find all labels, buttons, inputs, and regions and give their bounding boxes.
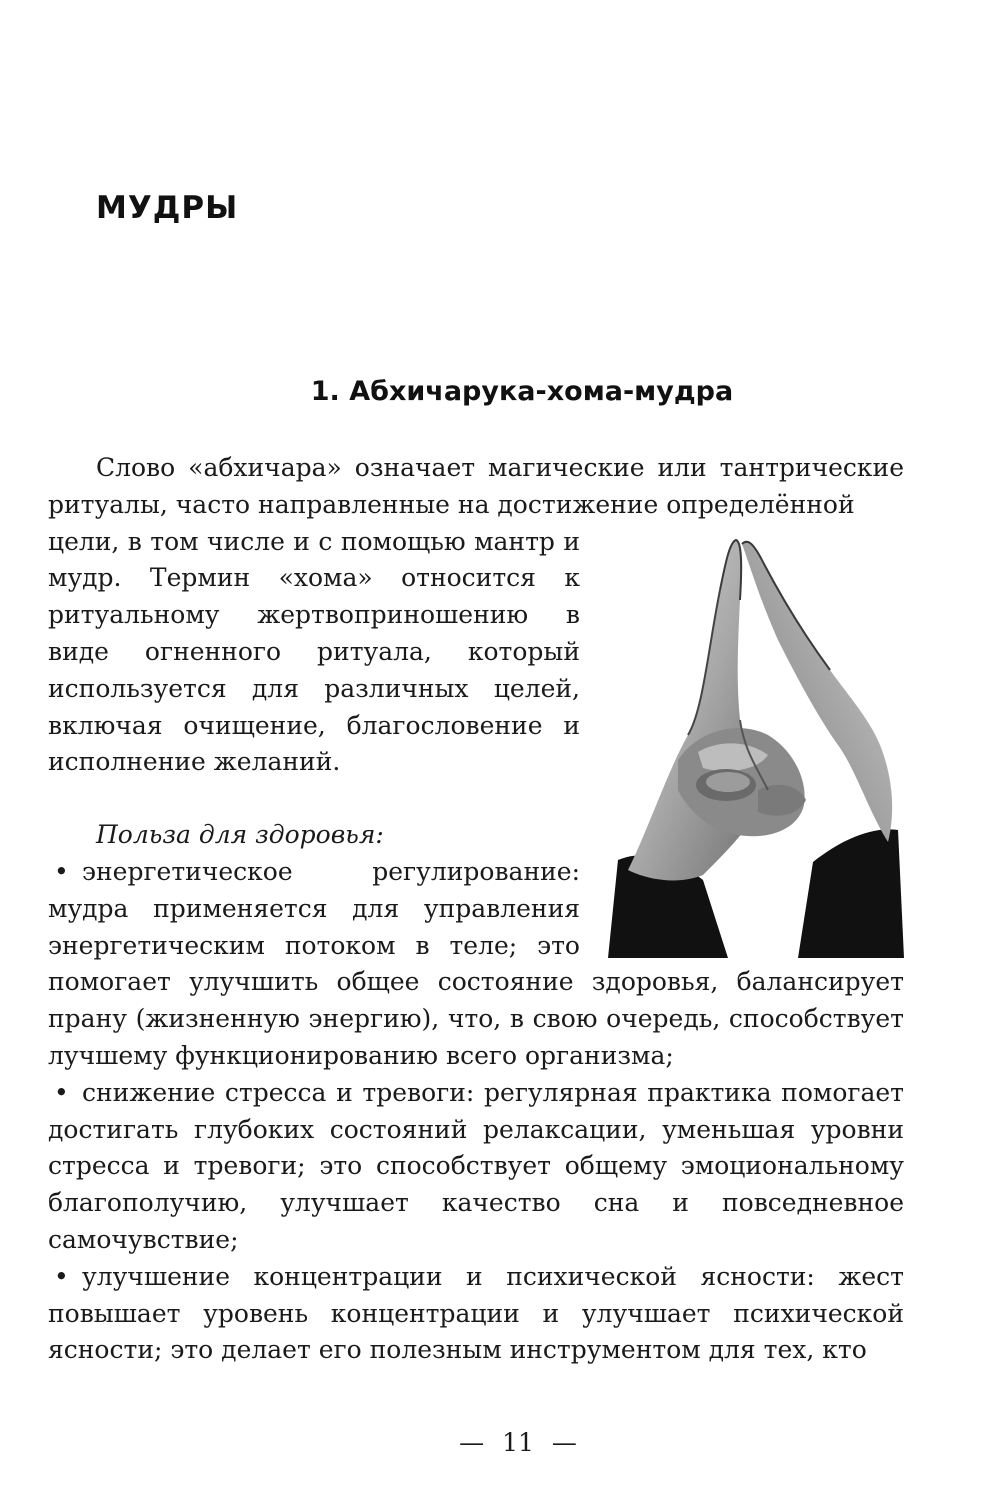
page-footer bbox=[0, 1428, 1000, 1457]
hands-mudra-photo-icon bbox=[608, 530, 904, 958]
bullet-icon: • bbox=[54, 856, 69, 886]
intro-paragraph-start: Слово «абхичара» означает магические или тантрические ритуалы, часто направленные на достижение определённой bbox=[48, 453, 904, 519]
bullet-icon: • bbox=[54, 1261, 69, 1291]
section-title: 1. Абхичарука-хома-мудра bbox=[310, 376, 734, 407]
page-number: 11 bbox=[502, 1428, 534, 1457]
benefit-item-energy-text: энергетическое регулирование: мудра применяется для управления энергетическим потоком в теле; это помогает улучшить общее состояние здоровья, балансирует прану (жизненную энергию), что, в свою очередь, способствует лучшему функционированию всего организма; bbox=[48, 856, 904, 1070]
mudra-illustration bbox=[608, 530, 904, 958]
body-text bbox=[48, 450, 904, 1369]
benefit-item-focus bbox=[48, 1259, 904, 1369]
bullet-icon: • bbox=[54, 1077, 69, 1107]
benefits-heading: Польза для здоровья: bbox=[96, 820, 384, 850]
intro-paragraph-wrap: цели, в том числе и с помощью мантр и мудр. Термин «хома» относится к ритуальному жертвоприношению в виде огненного ритуала, который используется для различных целей, включая очищение, благословение и исполнение желаний. bbox=[48, 526, 580, 777]
benefit-item-focus-text: улучшение концентрации и психической ясности: жест повышает уровень концентрации и улучшает психической ясности; это делает его полезным инструментом для тех, кто bbox=[48, 1261, 904, 1365]
footer-dash-left: — bbox=[459, 1428, 485, 1457]
footer-dash-right: — bbox=[551, 1428, 577, 1457]
chapter-title: МУДРЫ bbox=[96, 190, 239, 226]
benefit-item-stress-text: снижение стресса и тревоги: регулярная практика помогает достигать глубоких состояний релаксации, уменьшая уровни стресса и тревоги; это способствует общему эмоциональному благополучию, улучшает качество сна и повседневное самочувствие; bbox=[48, 1077, 904, 1254]
benefit-item-stress bbox=[48, 1075, 904, 1259]
